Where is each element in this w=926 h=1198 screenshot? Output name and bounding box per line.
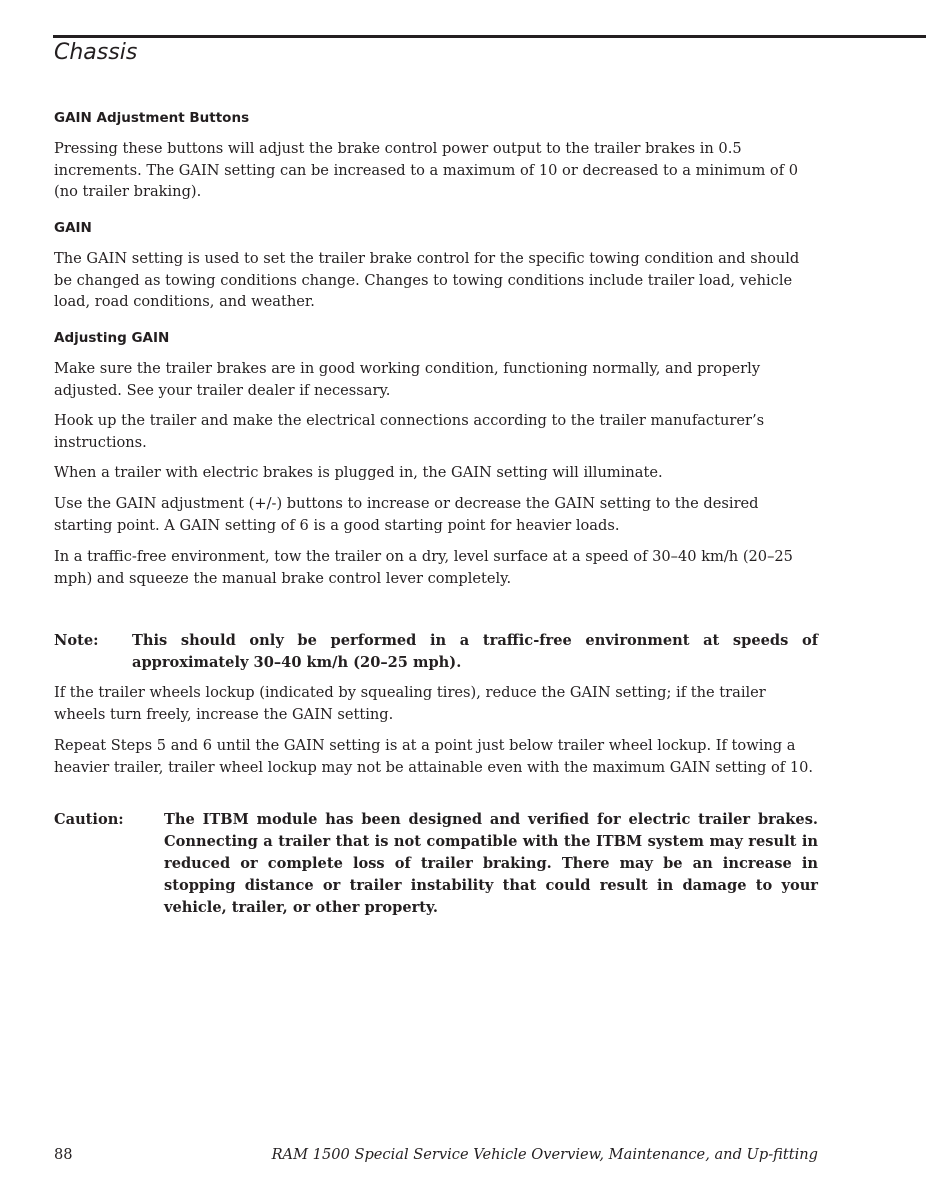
paragraph-gain: The GAIN setting is used to set the trailer brake control for the specific towing condition and should be changed as towing conditions change. Changes to towing conditions include trailer load, vehicle load, road conditions, and weather. xyxy=(54,250,800,311)
step-paragraph: When a trailer with electric brakes is plugged in, the GAIN setting will illuminate. xyxy=(54,464,663,481)
section-title: Chassis xyxy=(54,40,138,65)
step-paragraph: If the trailer wheels lockup (indicated by squealing tires), reduce the GAIN setting; if the trailer wheels turn freely, increase the GAIN setting. xyxy=(54,684,766,723)
note-label: Note: xyxy=(54,632,99,649)
heading-gain-adjustment-buttons: GAIN Adjustment Buttons xyxy=(54,110,250,126)
page-number: 88 xyxy=(54,1146,73,1163)
step-paragraph: Repeat Steps 5 and 6 until the GAIN setting is at a point just below trailer wheel lockup. If towing a heavier trailer, trailer wheel lockup may not be attainable even with the maximum GAIN setting of 10. xyxy=(54,737,814,776)
heading-adjusting-gain: Adjusting GAIN xyxy=(54,330,170,346)
step-paragraph: Make sure the trailer brakes are in good working condition, functioning normally, and properly adjusted. See your trailer dealer if necessary. xyxy=(54,360,761,399)
step-paragraph: Use the GAIN adjustment (+/-) buttons to increase or decrease the GAIN setting to the desired starting point. A GAIN setting of 6 is a good starting point for heavier loads. xyxy=(54,495,759,534)
caution-block xyxy=(54,809,818,921)
note-block xyxy=(54,630,818,674)
step-paragraph: Hook up the trailer and make the electrical connections according to the trailer manufacturer’s instructions. xyxy=(54,412,765,451)
note-text: This should only be performed in a traffic-free environment at speeds of approximately 30–40 km/h (20–25 mph). xyxy=(132,632,818,671)
caution-text: The ITBM module has been designed and verified for electric trailer brakes. Connecting a trailer that is not compatible with the ITBM system may result in reduced or complete loss of trailer braking. There may be an increase in stopping distance or trailer instability that could result in damage to your vehicle, trailer, or other property. xyxy=(164,811,818,916)
caution-label: Caution: xyxy=(54,811,124,828)
heading-gain: GAIN xyxy=(54,220,92,236)
paragraph-gain-buttons: Pressing these buttons will adjust the brake control power output to the trailer brakes in 0.5 increments. The GAIN setting can be increased to a maximum of 10 or decreased to a minimum of 0 (no trailer braking). xyxy=(54,140,799,201)
header-rule xyxy=(53,35,926,38)
footer-doc-title: RAM 1500 Special Service Vehicle Overview, Maintenance, and Up-fitting xyxy=(271,1146,818,1163)
step-paragraph: In a traffic-free environment, tow the trailer on a dry, level surface at a speed of 30–40 km/h (20–25 mph) and squeeze the manual brake control lever completely. xyxy=(54,548,793,587)
